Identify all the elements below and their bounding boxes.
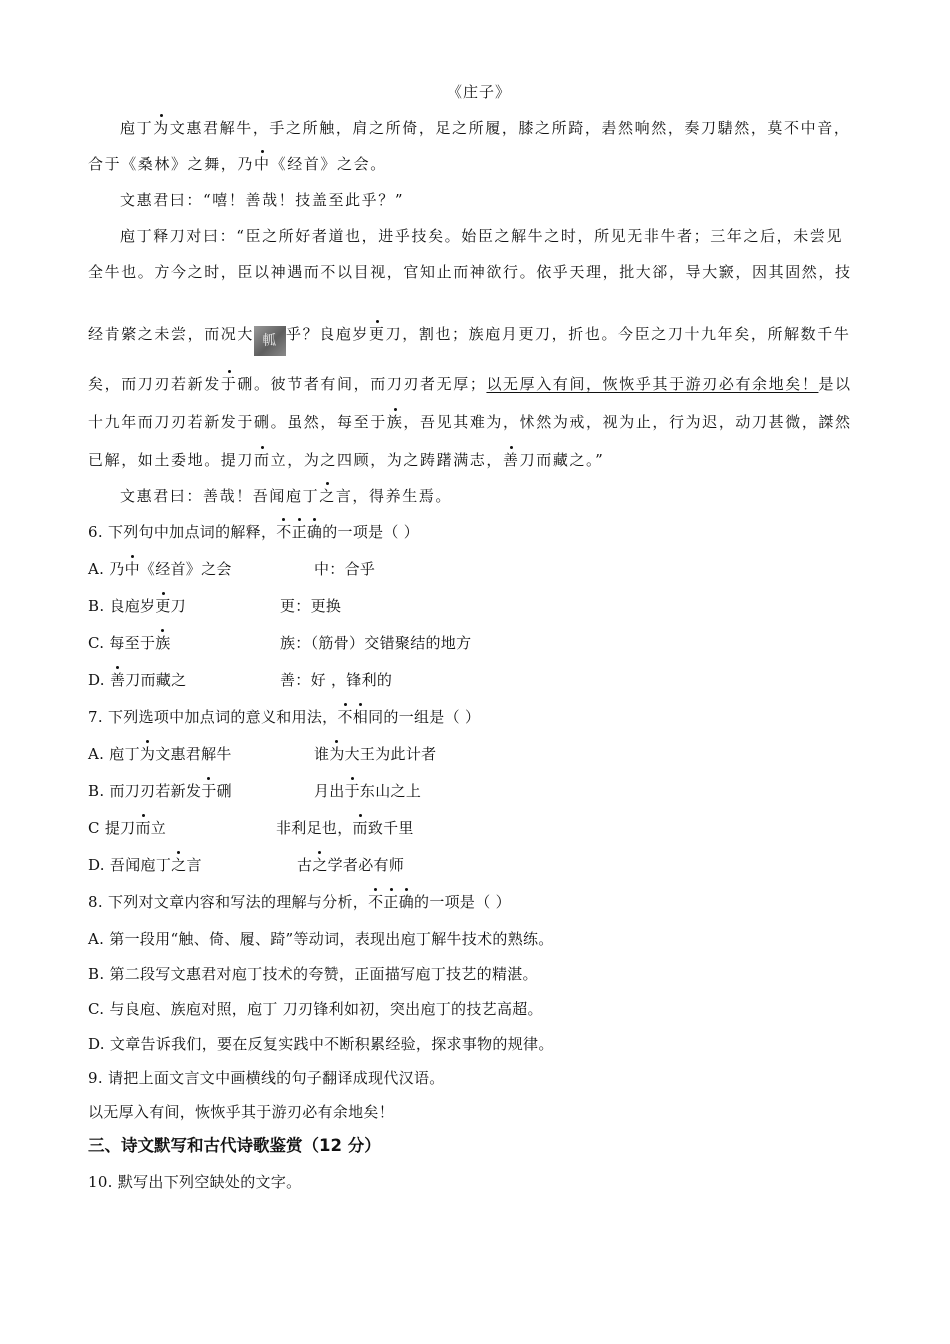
text: B. 而刀刃若新发 [88,782,202,800]
dotted-char: 于 [220,375,238,393]
text: 硎 [216,782,232,800]
underlined-sentence: 以无厚入有间，恢恢乎其于游刃必有余地矣！ [486,375,819,393]
q6-option-a [88,559,232,579]
dotted-char: 确 [398,893,415,911]
text: 文惠君解牛，手之所触，肩之所倚，足之所履，膝之所踦，砉然响然，奏刀騞然，莫不中音， [169,119,851,137]
text: 文惠君曰：善哉！吾闻庖丁 [120,487,320,505]
text: 立 [150,819,167,837]
text: C 提刀 [88,819,136,837]
q7-option-d-compare [297,855,404,875]
text: 立，为之四顾，为之踌躇满志， [270,451,504,469]
question-9: 9. 请把上面文言文中画横线的句子翻译成现代汉语。 [88,1069,445,1087]
text: 《经首》之会 [139,560,232,578]
question-6 [88,522,419,542]
passage-p1-line1 [120,118,850,138]
dotted-char: 之 [171,856,187,874]
passage-p3-line4 [88,374,852,394]
text: 致千里 [367,819,414,837]
text: 的一项是（ ） [322,523,420,541]
dotted-char: 中 [124,560,140,578]
dotted-char: 于 [344,782,360,800]
dotted-char: 正 [383,893,399,911]
text: D. 吾闻庖丁 [88,856,172,874]
passage-p3-line3 [88,324,850,356]
q6-option-b-answer: 更：更换 [280,597,342,615]
q7-option-c-compare [276,818,414,838]
text: 谁 [314,745,330,763]
text: C. 每至于 [88,634,156,652]
text: A. 庖丁 [88,745,140,763]
text: 的一项是（ ） [414,893,511,911]
text: 月出 [314,782,345,800]
text: 已解，如土委地。提刀 [88,451,255,469]
dotted-char: 中 [254,155,271,173]
text: 文惠君解牛 [155,745,232,763]
q8-option-a: A. 第一段用“触、倚、履、踦”等动词，表现出庖丁解牛技术的熟练。 [88,930,554,948]
q7-option-b-compare [314,781,421,801]
q6-option-d-answer: 善：好 ，锋利的 [280,671,393,689]
text: 十九年而刀刃若新发于硎。虽然，每至于 [88,413,387,431]
text: 经肯綮之未尝，而况大 [88,325,255,343]
text: 刀而藏之 [125,671,187,689]
q6-option-b [88,596,186,616]
dotted-char: 不 [337,708,353,726]
text: 合于《桑林》之舞，乃 [88,155,255,173]
text: D. [88,671,110,689]
text: 8. 下列对文章内容和写法的理解与分析， [88,893,369,911]
q7-option-d [88,855,202,875]
dotted-char: 而 [352,819,368,837]
text: 矣，而刀刃若新发 [88,375,221,393]
dotted-char: 不 [368,893,384,911]
text: 学者必有师 [327,856,405,874]
question-8 [88,892,511,912]
text: 硎。彼节者有间，而刀刃者无厚； [237,375,487,393]
passage-p3-line1: 庖丁释刀对曰：“臣之所好者道也，进乎技矣。始臣之解牛之时，所见无非牛者；三年之后，未尝见 [120,227,844,245]
text: ，吾见其难为，怵然为戒，视为止，行为迟，动刀甚微，謋然 [403,413,852,431]
q6-option-c [88,633,171,653]
q8-option-b: B. 第二段写文惠君对庖丁技术的夸赞，正面描写庖丁技艺的精湛。 [88,965,538,983]
text: 刀而藏之。” [519,451,605,469]
dotted-char: 于 [201,782,217,800]
q9-sentence: 以无厚入有间，恢恢乎其于游刃必有余地矣！ [88,1103,395,1121]
dotted-char: 正 [291,523,307,541]
text: 东山之上 [359,782,422,800]
dotted-char: 为 [329,745,345,763]
dotted-char: 而 [135,819,151,837]
text: 庖丁 [120,119,154,137]
dotted-char: 不 [276,523,292,541]
q7-option-b [88,781,232,801]
passage-p3-line5 [88,412,852,432]
text: 言 [186,856,202,874]
dotted-char: 而 [254,451,271,469]
dotted-char: 善 [503,451,520,469]
text: 是以 [818,375,852,393]
q6-option-a-answer: 中：合乎 [314,560,376,578]
source-title: 《庄子》 [447,83,512,101]
text: 刀 [170,597,186,615]
text: 大王为此计者 [344,745,437,763]
passage-p2: 文惠君曰：“嘻！善哉！技盖至此乎？” [120,191,405,209]
text: A. 乃 [88,560,125,578]
text: 《经首》之会。 [270,155,387,173]
dotted-char: 族 [155,634,171,652]
text: 非利足也， [276,819,353,837]
dotted-char: 族 [386,413,404,431]
passage-p4 [120,486,452,506]
question-7 [88,707,480,727]
dotted-char: 更 [369,325,386,343]
passage-p1-line2 [88,154,387,174]
passage-p3-line2: 全牛也。方今之时，臣以神遇而不以目视，官知止而神欲行。依乎天理，批大郤，导大窾，因其固然，技 [88,263,852,281]
dotted-char: 为 [153,119,170,137]
q7-option-a [88,744,232,764]
text: 言，得养生焉。 [335,487,453,505]
text: 刀，割也；族庖月更刀，折也。今臣之刀十九年矣，所解数千牛 [385,325,851,343]
rare-character-image: 軱 [254,326,286,356]
dotted-char: 相 [352,708,369,726]
text: 6. 下列句中加点词的解释， [88,523,277,541]
section-3-heading: 三、诗文默写和古代诗歌鉴赏（12 分） [88,1136,381,1155]
dotted-char: 为 [139,745,156,763]
q8-option-d: D. 文章告诉我们，要在反复实践中不断积累经验，探求事物的规律。 [88,1035,554,1053]
text: 乎？良庖岁 [286,325,370,343]
q8-option-c: C. 与良庖、族庖对照，庖丁 刀刃锋利如初，突出庖丁的技艺高超。 [88,1000,543,1018]
dotted-char: 善 [109,671,126,689]
dotted-char: 确 [306,523,323,541]
text: B. 良庖岁 [88,597,156,615]
text: 7. 下列选项中加点词的意义和用法， [88,708,338,726]
q7-option-c [88,818,166,838]
question-10: 10. 默写出下列空缺处的文字。 [88,1173,302,1191]
text: 古 [297,856,313,874]
dotted-char: 更 [155,597,171,615]
dotted-char: 之 [312,856,328,874]
q6-option-c-answer: 族：（筋骨）交错聚结的地方 [280,634,472,652]
text: 同的一组是（ ） [368,708,481,726]
dotted-char: 之 [319,487,336,505]
passage-p3-line6 [88,450,604,470]
q7-option-a-compare [314,744,436,764]
q6-option-d [88,670,186,690]
